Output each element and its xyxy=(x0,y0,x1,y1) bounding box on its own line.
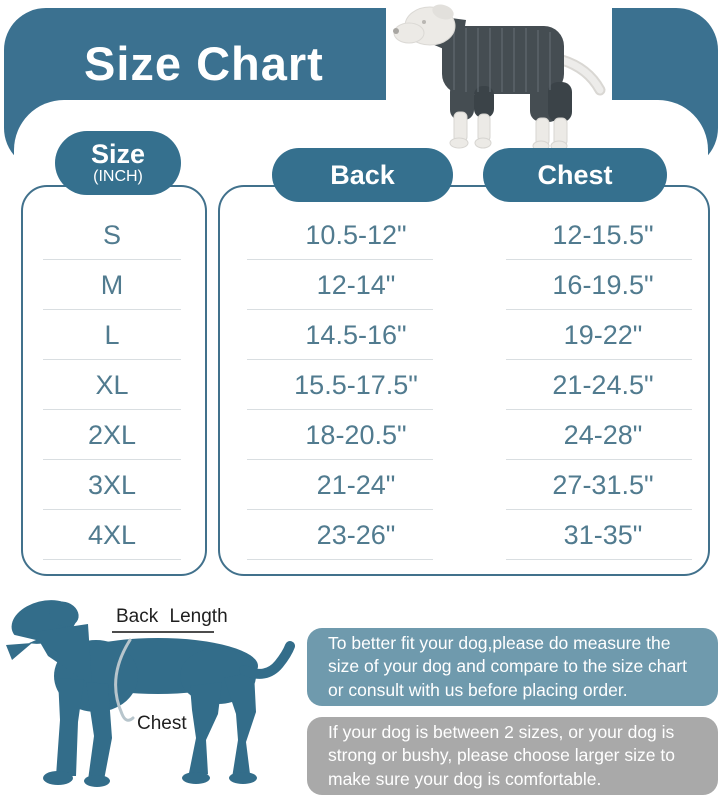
size-table xyxy=(21,210,706,560)
size-cell: S xyxy=(21,210,203,260)
chest-cell: 16-19.5" xyxy=(477,260,721,310)
size-cell: M xyxy=(21,260,203,310)
chest-header-label: Chest xyxy=(537,159,613,190)
note-line: make sure your dog is comfortable. xyxy=(328,768,602,789)
note-box-measure xyxy=(307,628,718,706)
chest-cell: 31-35" xyxy=(477,510,721,560)
note-line: size of your dog and compare to the size chart xyxy=(328,656,687,677)
note-line: or consult with us before placing order. xyxy=(328,679,628,700)
size-cell: XL xyxy=(21,360,203,410)
product-photo-blob xyxy=(386,0,612,150)
back-cell: 12-14" xyxy=(218,260,462,310)
size-cell: L xyxy=(21,310,203,360)
chest-cell: 24-28" xyxy=(477,410,721,460)
size-cell: 2XL xyxy=(21,410,203,460)
back-cell: 10.5-12" xyxy=(218,210,462,260)
dog-coat-photo-illustration xyxy=(386,0,612,150)
page-title: Size Chart xyxy=(84,37,324,90)
back-header-label: Back xyxy=(330,159,395,190)
size-cell: 4XL xyxy=(21,510,203,560)
chest-cell: 21-24.5" xyxy=(477,360,721,410)
note-line: If your dog is between 2 sizes, or your dog is xyxy=(328,722,675,743)
size-unit-label: (INCH) xyxy=(93,168,143,186)
note-box-sizing xyxy=(307,717,718,795)
chest-cell: 27-31.5" xyxy=(477,460,721,510)
size-header-label: Size xyxy=(90,139,146,170)
back-cell: 15.5-17.5" xyxy=(218,360,462,410)
back-length-line xyxy=(112,631,214,633)
size-cell: 3XL xyxy=(21,460,203,510)
chest-cell: 12-15.5" xyxy=(477,210,721,260)
chest-cell: 19-22" xyxy=(477,310,721,360)
chest-label: Chest xyxy=(137,713,187,734)
note-line: strong or bushy, please choose larger size to xyxy=(328,745,675,766)
back-length-label: Back Length xyxy=(116,606,228,627)
back-cell: 21-24" xyxy=(218,460,462,510)
back-cell: 23-26" xyxy=(218,510,462,560)
back-header-pill xyxy=(272,148,453,202)
chest-header-pill xyxy=(483,148,667,202)
back-cell: 14.5-16" xyxy=(218,310,462,360)
back-cell: 18-20.5" xyxy=(218,410,462,460)
size-header-pill xyxy=(55,131,181,195)
note-line: To better fit your dog,please do measure the xyxy=(328,633,671,654)
